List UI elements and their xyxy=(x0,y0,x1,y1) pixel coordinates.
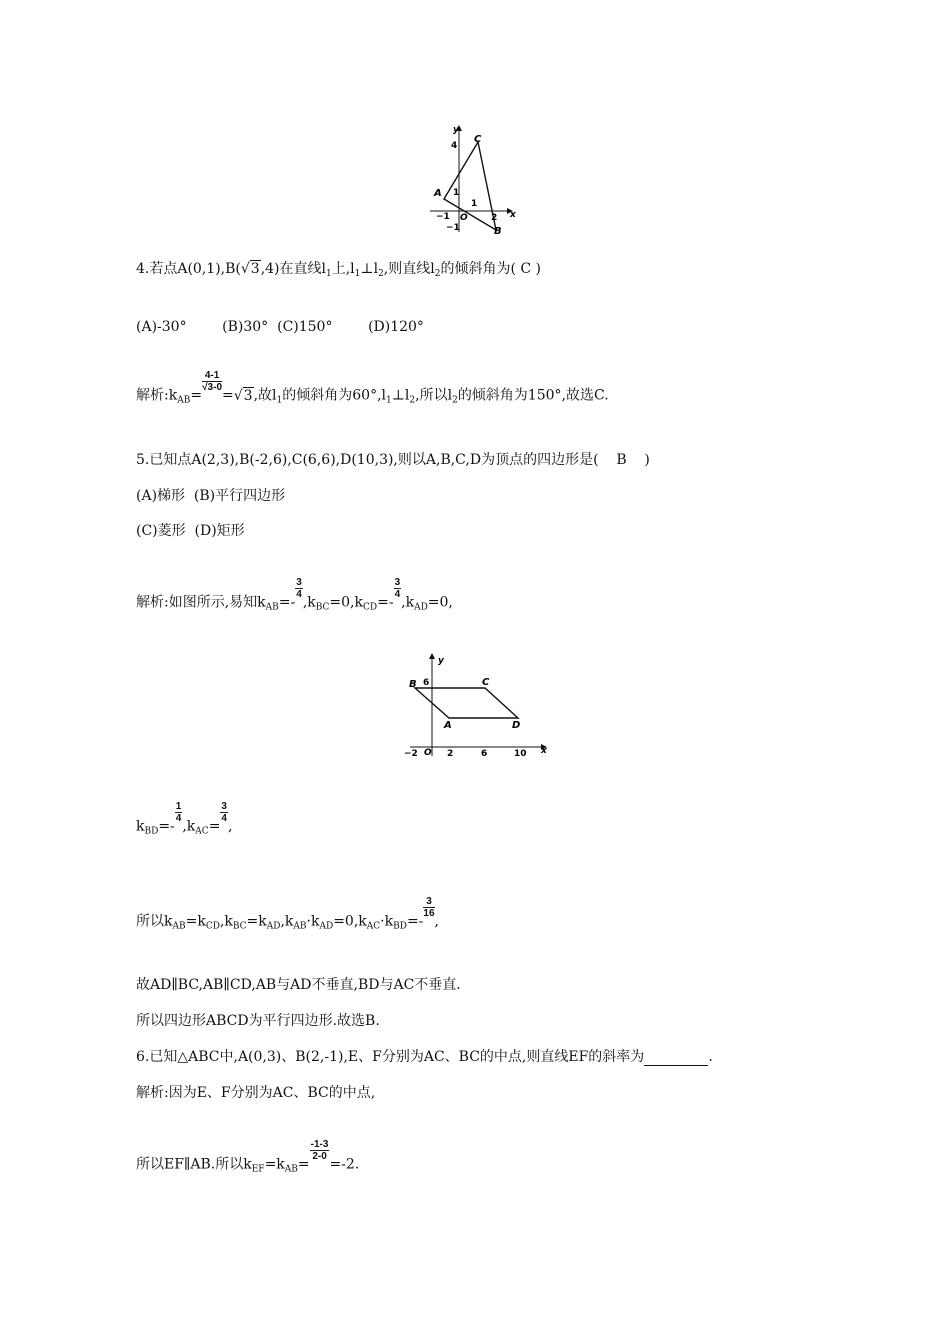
label-o: O xyxy=(424,748,432,758)
q6-analysis-2: 所以EF∥AB.所以$k_{EF}=k_{AB}=$ $\frac{-1-3}{2-0}$ =-2. xyxy=(136,1139,360,1175)
tick-6-y: 6 xyxy=(423,678,430,688)
label-a: A xyxy=(434,188,442,199)
q5-analysis-1: 解析:如图所示,易知$k_{AB}=-$ $\frac{3}{4}$ $,k_{BC}=0,k_{CD}=-$ $\frac{3}{4}$ $,k_{AD}=0$, xyxy=(136,577,453,613)
figure-triangle xyxy=(426,120,522,238)
label-c: C xyxy=(482,677,490,688)
triangle-abc xyxy=(444,142,496,230)
tick-1-x: 1 xyxy=(471,199,478,209)
tick-minus1-x: −1 xyxy=(436,212,450,222)
tick-2: 2 xyxy=(447,749,454,758)
figure-parallelogram xyxy=(400,652,552,758)
q5-analysis-2: $k_{BD}=-$ $\frac{1}{4}$ $,k_{AC}=$ $\frac{3}{4}$ , xyxy=(136,801,233,837)
label-x: x xyxy=(510,210,516,220)
label-d: D xyxy=(512,720,521,731)
label-y: y xyxy=(438,656,444,666)
label-x: x xyxy=(541,746,547,756)
q5-conclusion-2: 所以四边形ABCD为平行四边形.故选B. xyxy=(136,1013,380,1029)
tick-minus1-y: −1 xyxy=(446,223,460,233)
q4-stem: 4.若点A(0,1),B(√3,4)在直线$l_1$上$,l_1\perp l_2$,则直线$l_2$的倾斜角为( C ) xyxy=(136,261,542,279)
sqrt-3: √3 xyxy=(240,261,260,277)
label-b: B xyxy=(494,226,502,237)
q4-options: (A)-30° (B)30° (C)150° (D)120° xyxy=(136,319,424,335)
q4-analysis: 解析$:k_{AB}=$ $\frac{4-1}{√3-0}$ =√3,故$l_1$的倾斜角为$60^\circ,l_1\perp l_2$,所以$l_2$的倾斜角为150°,故选C. xyxy=(136,370,609,406)
q5-options-ab: (A)梯形 (B)平行四边形 xyxy=(136,488,286,504)
tick-4: 4 xyxy=(451,141,458,151)
q5-analysis-3: 所以$k_{AB}=k_{CD},k_{BC}=k_{AD},k_{AB}\cdot k_{AD}=0,k_{AC}\cdot k_{BD}=-$ $\frac{3}{16}$ , xyxy=(136,896,439,932)
q6-fraction: $\frac{-1-3}{2-0}$ xyxy=(310,1139,329,1162)
q4-fraction: $\frac{4-1}{√3-0}$ xyxy=(202,370,223,393)
label-a: A xyxy=(444,720,452,731)
parallelogram-abcd xyxy=(415,688,518,718)
tick-10: 10 xyxy=(514,749,527,758)
q5-options-cd: (C)菱形 (D)矩形 xyxy=(136,523,245,539)
tick-2: 2 xyxy=(491,213,498,223)
q5-conclusion-1: 故AD∥BC,AB∥CD,AB与AD不垂直,BD与AC不垂直. xyxy=(136,977,461,993)
q6-analysis-1: 解析:因为E、F分别为AC、BC的中点, xyxy=(136,1085,376,1101)
q5-stem: 5.已知点A(2,3),B(-2,6),C(6,6),D(10,3),则以A,B,C,D为顶点的四边形是( B ) xyxy=(136,452,650,468)
q6-stem: 6.已知△ABC中,A(0,3)、B(2,-1),E、F分别为AC、BC的中点,则直线EF的斜率为 . xyxy=(136,1049,713,1065)
label-y: y xyxy=(453,125,459,135)
label-c: C xyxy=(474,134,482,145)
answer-blank[interactable] xyxy=(644,1051,708,1066)
tick-minus2: −2 xyxy=(404,749,418,758)
tick-1-y: 1 xyxy=(453,188,460,198)
label-b: B xyxy=(409,679,417,690)
label-o: O xyxy=(460,213,468,223)
tick-6: 6 xyxy=(481,749,488,758)
